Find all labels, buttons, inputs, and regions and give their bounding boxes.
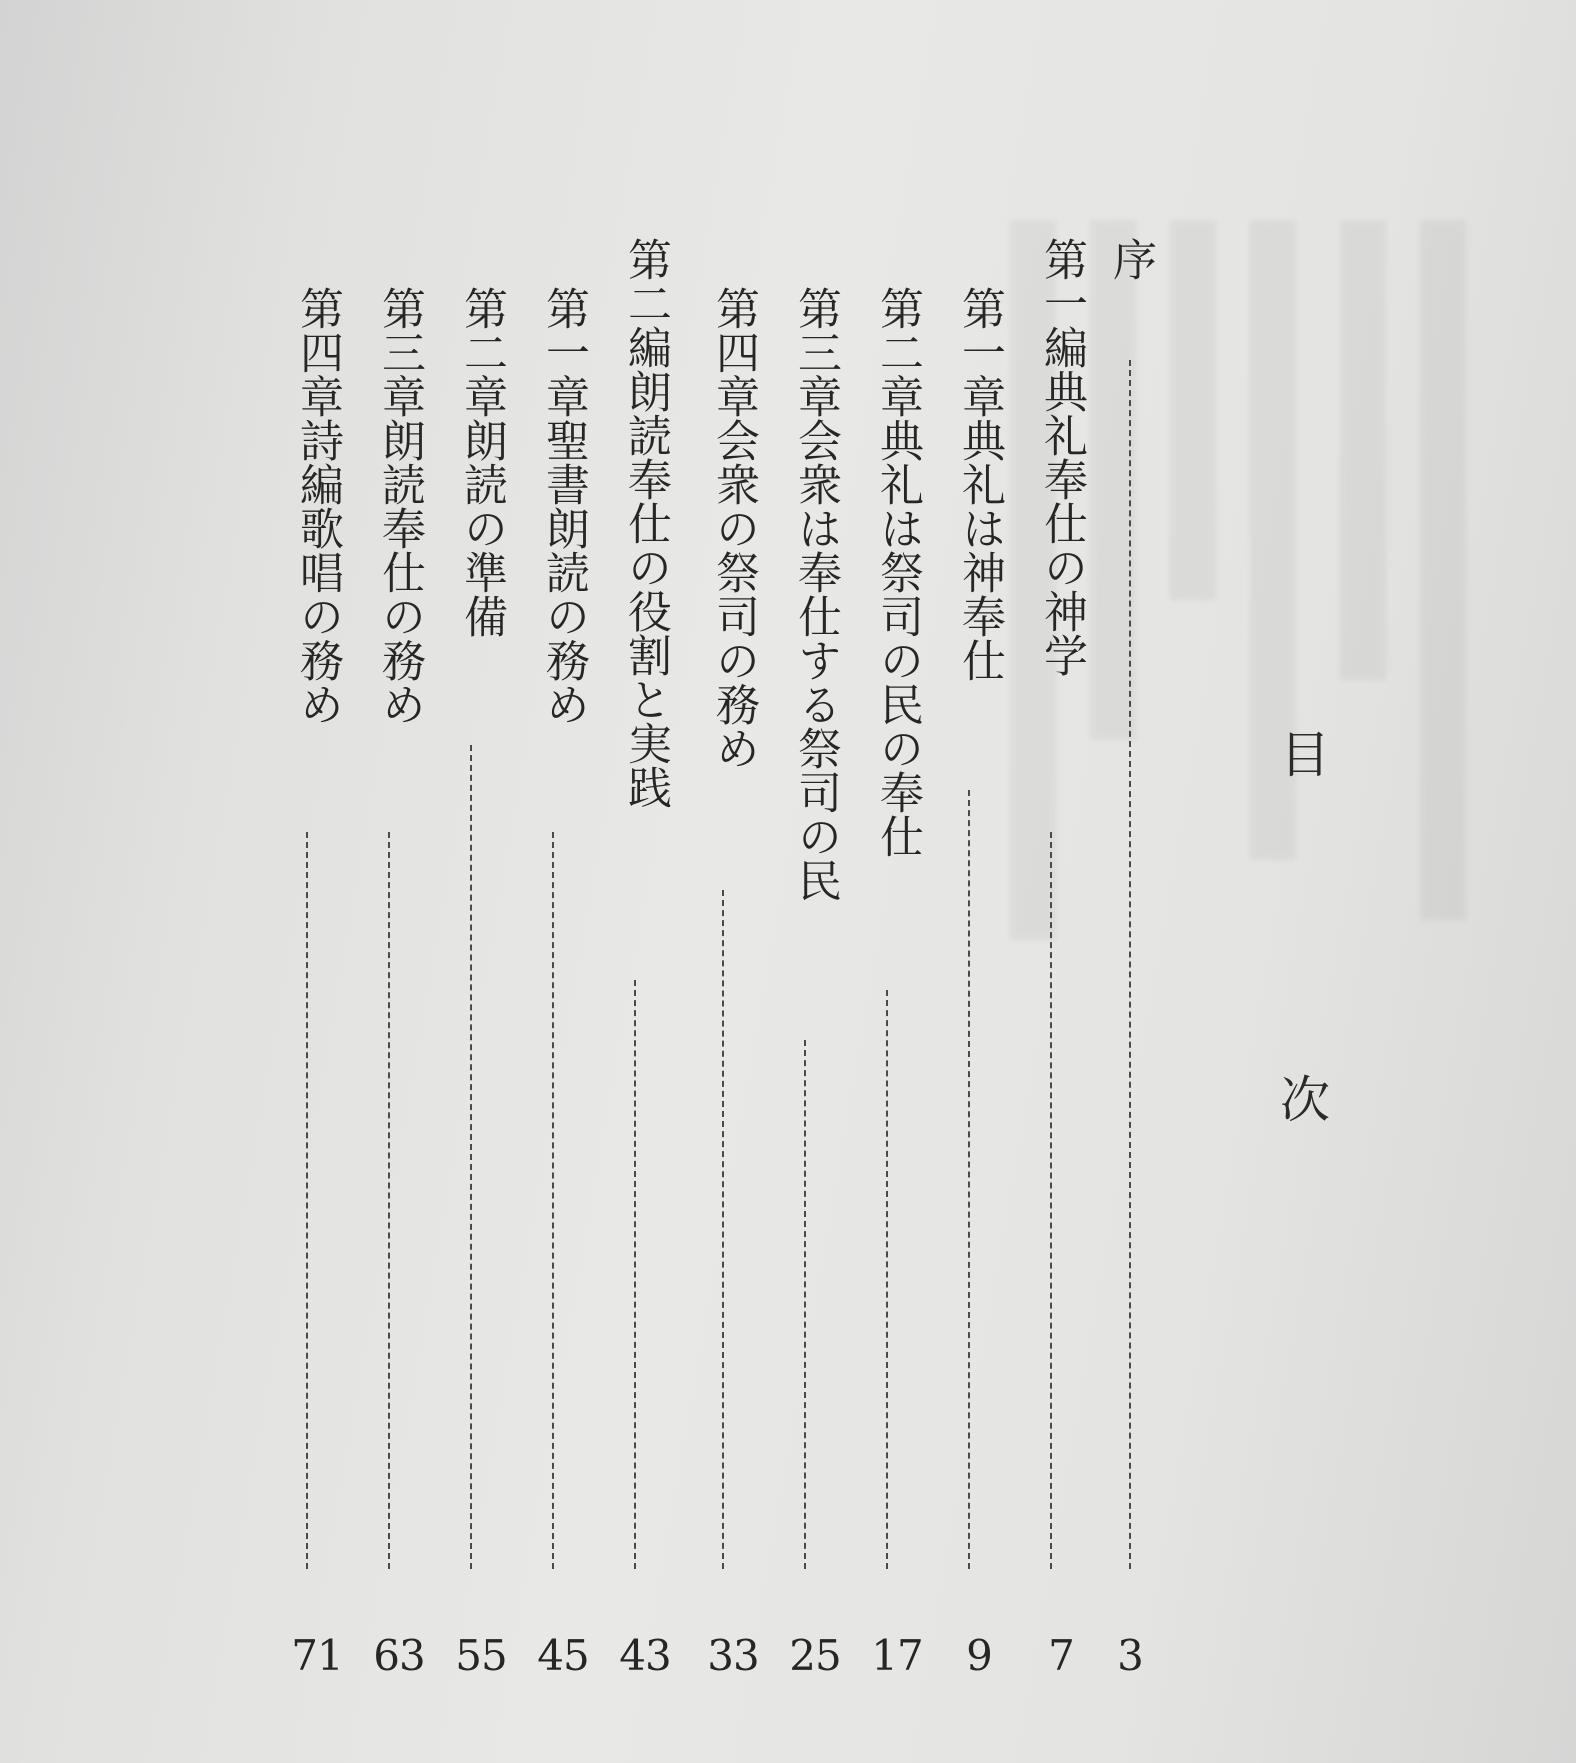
dot-leader — [722, 890, 724, 1569]
entry-title: 会衆の祭司の務め — [708, 418, 759, 770]
toc-heading-char-2: 次 — [1280, 1071, 1330, 1129]
dot-leader — [886, 990, 888, 1569]
entry-label: 第二編 — [620, 237, 671, 369]
dot-leader — [968, 790, 970, 1569]
page-number: 55 — [455, 1631, 507, 1680]
entry-title: 詩編歌唱の務め — [292, 418, 343, 726]
toc-entry-part-2[interactable] — [617, 0, 673, 1763]
dot-leader — [552, 832, 554, 1569]
dot-leader — [1050, 832, 1052, 1569]
entry-title: 朗読奉仕の務め — [374, 418, 425, 726]
entry-title: 朗読奉仕の役割と実践 — [620, 369, 671, 809]
dot-leader — [634, 980, 636, 1569]
page-number: 9 — [966, 1631, 992, 1680]
page-number: 25 — [789, 1631, 841, 1680]
toc-entry-part2-ch4[interactable] — [289, 0, 345, 1763]
toc-entry-part1-ch2[interactable] — [869, 0, 925, 1763]
toc-entry-part-1[interactable] — [1033, 0, 1089, 1763]
dot-leader — [388, 832, 390, 1569]
entry-label: 序 — [1105, 237, 1156, 281]
entry-label: 第二章 — [872, 286, 923, 418]
entry-title: 聖書朗読の務め — [538, 418, 589, 726]
entry-label: 第三章 — [790, 286, 841, 418]
entry-label: 第四章 — [292, 286, 343, 418]
entry-title: 会衆は奉仕する祭司の民 — [790, 418, 841, 902]
page-number: 43 — [619, 1631, 671, 1680]
entry-label: 第四章 — [708, 286, 759, 418]
toc-entry-part2-ch3[interactable] — [371, 0, 427, 1763]
entry-label: 第一編 — [1036, 237, 1087, 369]
entry-label: 第一章 — [538, 286, 589, 418]
toc-entry-part1-ch1[interactable] — [951, 0, 1007, 1763]
toc-entry-part2-ch1[interactable] — [535, 0, 591, 1763]
entry-title: 典礼は祭司の民の奉仕 — [872, 418, 923, 858]
page-number: 63 — [373, 1631, 425, 1680]
page-number: 3 — [1117, 1631, 1143, 1680]
page-number: 33 — [707, 1631, 759, 1680]
entry-title: 典礼は神奉仕 — [954, 418, 1005, 682]
page-number: 7 — [1048, 1631, 1074, 1680]
page-number: 71 — [291, 1631, 343, 1680]
dot-leader — [470, 745, 472, 1569]
dot-leader — [306, 832, 308, 1569]
toc-entry-part1-ch3[interactable] — [787, 0, 843, 1763]
entry-title: 朗読の準備 — [456, 418, 507, 638]
page-number: 45 — [537, 1631, 589, 1680]
toc-entry-part2-ch2[interactable] — [453, 0, 509, 1763]
entry-label: 第二章 — [456, 286, 507, 418]
dot-leader — [1129, 360, 1131, 1569]
entry-label: 第一章 — [954, 286, 1005, 418]
entry-label: 第三章 — [374, 286, 425, 418]
toc-entry-preface[interactable] — [1102, 0, 1158, 1763]
toc-heading-char-1: 目 — [1280, 726, 1330, 784]
dot-leader — [804, 1040, 806, 1569]
page-number: 17 — [871, 1631, 923, 1680]
toc-entry-part1-ch4[interactable] — [705, 0, 761, 1763]
entry-title: 典礼奉仕の神学 — [1036, 369, 1087, 677]
